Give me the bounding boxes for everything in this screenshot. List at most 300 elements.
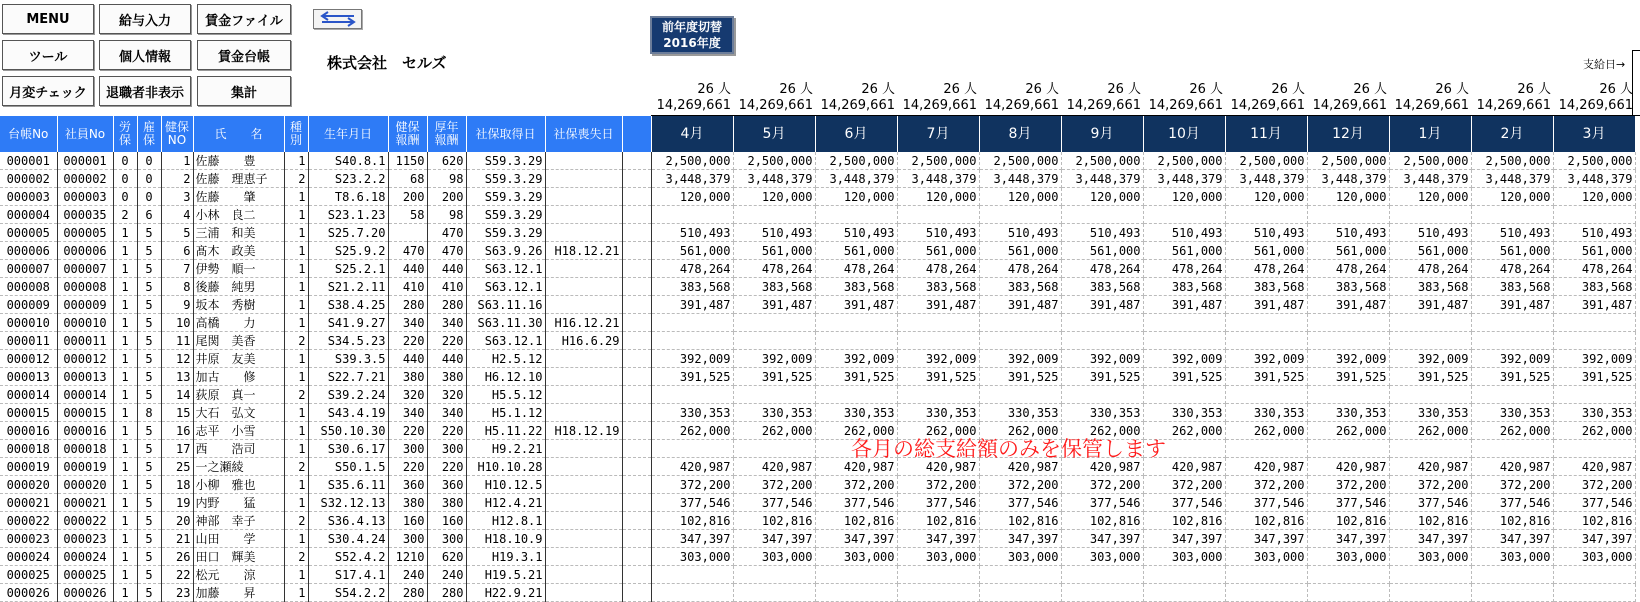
- employee-no-cell: 000014: [57, 386, 113, 404]
- monthly-pay-cell: 391,487: [1389, 296, 1471, 314]
- monthly-pay-cell: 377,546: [1553, 494, 1635, 512]
- monthly-pay-cell: 420,987: [897, 458, 979, 476]
- acquired-date-cell: S59.3.29: [466, 224, 545, 242]
- table-row[interactable]: [0, 368, 1635, 386]
- monthly-pay-cell: [651, 332, 733, 350]
- health-remuneration-cell: 58: [388, 206, 427, 224]
- column-header: 健保 報酬: [388, 116, 427, 152]
- monthly-pay-cell: 377,546: [1225, 494, 1307, 512]
- monthly-pay-cell: 561,000: [1389, 242, 1471, 260]
- monthly-pay-cell: 383,568: [1307, 278, 1389, 296]
- table-row[interactable]: [0, 422, 1635, 440]
- monthly-pay-cell: [733, 386, 815, 404]
- table-row[interactable]: [0, 584, 1635, 602]
- monthly-pay-cell: [1225, 332, 1307, 350]
- lost-date-cell: [545, 296, 622, 314]
- employee-no-cell: 000016: [57, 422, 113, 440]
- employee-no-cell: 000008: [57, 278, 113, 296]
- employee-name-cell: 加古 修: [193, 368, 284, 386]
- monthly-pay-cell: 330,353: [651, 404, 733, 422]
- health-ins-no-cell: 1: [161, 152, 193, 170]
- employee-no-cell: 000020: [57, 476, 113, 494]
- monthly-pay-cell: 3,448,379: [979, 170, 1061, 188]
- monthly-pay-cell: 3,448,379: [815, 170, 897, 188]
- monthly-pay-cell: 420,987: [1389, 458, 1471, 476]
- type-cell: 1: [284, 242, 308, 260]
- monthly-pay-cell: 102,816: [733, 512, 815, 530]
- acquired-date-cell: H18.10.9: [466, 530, 545, 548]
- monthly-pay-cell: [1143, 440, 1225, 458]
- spacer-cell: [622, 476, 651, 494]
- employment-ins-cell: 5: [137, 422, 161, 440]
- labor-ins-cell: 1: [113, 224, 137, 242]
- monthly-pay-cell: 392,009: [1307, 350, 1389, 368]
- employee-no-cell: 000006: [57, 242, 113, 260]
- spacer-cell: [622, 584, 651, 602]
- acquired-date-cell: H19.5.21: [466, 566, 545, 584]
- swap-arrows-button[interactable]: [313, 9, 362, 29]
- monthly-pay-cell: 330,353: [1143, 404, 1225, 422]
- type-cell: 1: [284, 260, 308, 278]
- monthly-pay-cell: [815, 440, 897, 458]
- pension-remuneration-cell: 200: [427, 188, 466, 206]
- double-arrow-icon: [314, 10, 361, 28]
- acquired-date-cell: S63.12.1: [466, 332, 545, 350]
- ledger-no-cell: 000007: [0, 260, 57, 278]
- monthly-pay-cell: 330,353: [815, 404, 897, 422]
- labor-ins-cell: 2: [113, 206, 137, 224]
- monthly-pay-cell: [733, 440, 815, 458]
- monthly-pay-cell: [1307, 386, 1389, 404]
- headcount-cell: 26 人: [1189, 82, 1223, 97]
- lost-date-cell: [545, 476, 622, 494]
- monthly-pay-cell: 392,009: [979, 350, 1061, 368]
- monthly-pay-cell: [1061, 584, 1143, 602]
- table-row[interactable]: [0, 494, 1635, 512]
- ledger-no-cell: 000015: [0, 404, 57, 422]
- monthly-pay-cell: 391,525: [1471, 368, 1553, 386]
- employee-no-cell: 000013: [57, 368, 113, 386]
- monthly-pay-cell: [1471, 314, 1553, 332]
- health-ins-no-cell: 15: [161, 404, 193, 422]
- monthly-pay-cell: [897, 386, 979, 404]
- employee-name-cell: 田口 輝美: [193, 548, 284, 566]
- employment-ins-cell: 0: [137, 170, 161, 188]
- pension-remuneration-cell: 380: [427, 368, 466, 386]
- pension-remuneration-cell: 340: [427, 404, 466, 422]
- employee-name-cell: 後藤 純男: [193, 278, 284, 296]
- health-remuneration-cell: 300: [388, 530, 427, 548]
- health-remuneration-cell: 220: [388, 458, 427, 476]
- monthly-pay-cell: 3,448,379: [733, 170, 815, 188]
- employee-no-cell: 000035: [57, 206, 113, 224]
- monthly-pay-cell: 120,000: [651, 188, 733, 206]
- monthly-pay-cell: 102,816: [1143, 512, 1225, 530]
- monthly-pay-cell: [1225, 440, 1307, 458]
- monthly-pay-cell: 420,987: [1061, 458, 1143, 476]
- table-row[interactable]: [0, 152, 1635, 170]
- acquired-date-cell: H12.8.1: [466, 512, 545, 530]
- employee-no-cell: 000003: [57, 188, 113, 206]
- labor-ins-cell: 1: [113, 296, 137, 314]
- monthly-pay-cell: 2,500,000: [733, 152, 815, 170]
- type-cell: 1: [284, 314, 308, 332]
- monthly-pay-cell: 391,487: [1471, 296, 1553, 314]
- column-header-spacer: [622, 116, 651, 152]
- employee-name-cell: 三浦 和美: [193, 224, 284, 242]
- spacer-cell: [622, 152, 651, 170]
- acquired-date-cell: S59.3.29: [466, 152, 545, 170]
- pension-remuneration-cell: 440: [427, 350, 466, 368]
- monthly-pay-cell: 420,987: [733, 458, 815, 476]
- ledger-no-cell: 000009: [0, 296, 57, 314]
- monthly-pay-cell: 561,000: [815, 242, 897, 260]
- health-remuneration-cell: 440: [388, 350, 427, 368]
- monthly-pay-cell: 561,000: [1553, 242, 1635, 260]
- ledger-no-cell: 000006: [0, 242, 57, 260]
- health-remuneration-cell: 340: [388, 404, 427, 422]
- lost-date-cell: [545, 368, 622, 386]
- health-ins-no-cell: 23: [161, 584, 193, 602]
- lost-date-cell: [545, 170, 622, 188]
- pension-remuneration-cell: 410: [427, 278, 466, 296]
- employment-ins-cell: 5: [137, 440, 161, 458]
- column-header: 氏 名: [193, 116, 284, 152]
- monthly-total-cell: 14,269,661: [1312, 98, 1387, 113]
- month-header: 5月: [733, 116, 815, 152]
- monthly-pay-cell: 347,397: [897, 530, 979, 548]
- headcount-cell: 26 人: [697, 82, 731, 97]
- monthly-pay-cell: [815, 566, 897, 584]
- fiscal-year-rollover-button[interactable]: [650, 16, 734, 54]
- health-remuneration-cell: 340: [388, 314, 427, 332]
- labor-ins-cell: 1: [113, 332, 137, 350]
- monthly-pay-cell: 2,500,000: [1225, 152, 1307, 170]
- acquired-date-cell: H10.12.5: [466, 476, 545, 494]
- type-cell: 1: [284, 368, 308, 386]
- pension-remuneration-cell: 160: [427, 512, 466, 530]
- spacer-cell: [622, 332, 651, 350]
- table-row[interactable]: [0, 530, 1635, 548]
- monthly-pay-cell: 377,546: [1143, 494, 1225, 512]
- spacer-cell: [622, 170, 651, 188]
- monthly-pay-cell: [1553, 314, 1635, 332]
- labor-ins-cell: 1: [113, 404, 137, 422]
- monthly-total-cell: 14,269,661: [1476, 98, 1551, 113]
- spacer-cell: [622, 188, 651, 206]
- monthly-pay-cell: 120,000: [1307, 188, 1389, 206]
- monthly-pay-cell: 391,487: [1061, 296, 1143, 314]
- health-ins-no-cell: 8: [161, 278, 193, 296]
- monthly-pay-cell: 330,353: [1389, 404, 1471, 422]
- table-row[interactable]: [0, 314, 1635, 332]
- monthly-pay-cell: 3,448,379: [1225, 170, 1307, 188]
- employment-ins-cell: 5: [137, 548, 161, 566]
- monthly-pay-cell: 303,000: [979, 548, 1061, 566]
- headcount-cell: 26 人: [1435, 82, 1469, 97]
- labor-ins-cell: 1: [113, 512, 137, 530]
- monthly-pay-cell: 262,000: [1143, 422, 1225, 440]
- table-row[interactable]: [0, 206, 1635, 224]
- monthly-pay-cell: 102,816: [815, 512, 897, 530]
- labor-ins-cell: 1: [113, 458, 137, 476]
- lost-date-cell: [545, 404, 622, 422]
- monthly-pay-cell: [1471, 440, 1553, 458]
- table-row[interactable]: [0, 332, 1635, 350]
- monthly-total-cell: 14,269,661: [984, 98, 1059, 113]
- monthly-pay-cell: 478,264: [897, 260, 979, 278]
- pension-remuneration-cell: 360: [427, 476, 466, 494]
- ledger-no-cell: 000003: [0, 188, 57, 206]
- monthly-pay-cell: [815, 314, 897, 332]
- employee-no-cell: 000001: [57, 152, 113, 170]
- labor-ins-cell: 1: [113, 476, 137, 494]
- monthly-pay-cell: [733, 206, 815, 224]
- employment-ins-cell: 5: [137, 530, 161, 548]
- monthly-pay-cell: [1307, 584, 1389, 602]
- monthly-pay-cell: 377,546: [897, 494, 979, 512]
- employee-no-cell: 000002: [57, 170, 113, 188]
- pension-remuneration-cell: 280: [427, 584, 466, 602]
- health-ins-no-cell: 26: [161, 548, 193, 566]
- monthly-pay-cell: 262,000: [1225, 422, 1307, 440]
- birth-date-cell: S39.3.5: [308, 350, 388, 368]
- birth-date-cell: S52.4.2: [308, 548, 388, 566]
- monthly-pay-cell: 372,200: [733, 476, 815, 494]
- acquired-date-cell: H12.4.21: [466, 494, 545, 512]
- acquired-date-cell: H6.12.10: [466, 368, 545, 386]
- birth-date-cell: S25.7.20: [308, 224, 388, 242]
- pension-remuneration-cell: 470: [427, 242, 466, 260]
- pension-remuneration-cell: 220: [427, 422, 466, 440]
- table-row[interactable]: [0, 386, 1635, 404]
- monthly-pay-cell: 392,009: [1143, 350, 1225, 368]
- spacer-cell: [622, 494, 651, 512]
- health-remuneration-cell: 360: [388, 476, 427, 494]
- ledger-no-cell: 000022: [0, 512, 57, 530]
- health-ins-no-cell: 10: [161, 314, 193, 332]
- monthly-pay-cell: [1389, 440, 1471, 458]
- table-row[interactable]: [0, 566, 1635, 584]
- table-row[interactable]: [0, 458, 1635, 476]
- lost-date-cell: [545, 260, 622, 278]
- monthly-pay-cell: [733, 332, 815, 350]
- table-row[interactable]: [0, 170, 1635, 188]
- table-row[interactable]: [0, 224, 1635, 242]
- wage-ledger-button[interactable]: 賃金台帳: [197, 40, 291, 70]
- monthly-pay-cell: [1307, 206, 1389, 224]
- monthly-pay-cell: 383,568: [815, 278, 897, 296]
- headcount-cell: 26 人: [1517, 82, 1551, 97]
- type-cell: 1: [284, 188, 308, 206]
- ledger-no-cell: 000012: [0, 350, 57, 368]
- health-remuneration-cell: 280: [388, 584, 427, 602]
- pension-remuneration-cell: 220: [427, 332, 466, 350]
- monthly-total-cell: 14,269,661: [1394, 98, 1469, 113]
- employment-ins-cell: 5: [137, 260, 161, 278]
- employment-ins-cell: 0: [137, 152, 161, 170]
- monthly-pay-cell: 303,000: [733, 548, 815, 566]
- table-row[interactable]: [0, 260, 1635, 278]
- employee-name-cell: 佐藤 肇: [193, 188, 284, 206]
- monthly-pay-cell: 510,493: [979, 224, 1061, 242]
- employment-ins-cell: 5: [137, 512, 161, 530]
- monthly-pay-cell: 2,500,000: [1553, 152, 1635, 170]
- monthly-pay-cell: 102,816: [1553, 512, 1635, 530]
- type-cell: 1: [284, 404, 308, 422]
- monthly-pay-cell: 330,353: [897, 404, 979, 422]
- pension-remuneration-cell: 98: [427, 170, 466, 188]
- employee-no-cell: 000021: [57, 494, 113, 512]
- monthly-pay-cell: 510,493: [815, 224, 897, 242]
- monthly-total-cell: 14,269,661: [1148, 98, 1223, 113]
- wage-file-button[interactable]: 賃金ファイル: [197, 4, 291, 34]
- monthly-change-check-button[interactable]: 月変チェック: [2, 76, 94, 106]
- monthly-pay-cell: 391,487: [897, 296, 979, 314]
- monthly-pay-cell: 392,009: [1225, 350, 1307, 368]
- monthly-pay-cell: 561,000: [1471, 242, 1553, 260]
- labor-ins-cell: 1: [113, 530, 137, 548]
- total-button[interactable]: 集計: [197, 76, 291, 106]
- monthly-pay-cell: 377,546: [1061, 494, 1143, 512]
- spacer-cell: [622, 512, 651, 530]
- monthly-pay-cell: 372,200: [1471, 476, 1553, 494]
- table-row[interactable]: [0, 404, 1635, 422]
- birth-date-cell: S54.2.2: [308, 584, 388, 602]
- lost-date-cell: [545, 206, 622, 224]
- birth-date-cell: S38.4.25: [308, 296, 388, 314]
- monthly-pay-cell: 262,000: [651, 422, 733, 440]
- table-row[interactable]: [0, 242, 1635, 260]
- monthly-pay-cell: 347,397: [979, 530, 1061, 548]
- monthly-pay-cell: 391,487: [815, 296, 897, 314]
- monthly-pay-cell: 120,000: [1553, 188, 1635, 206]
- table-header: [0, 116, 1635, 152]
- health-ins-no-cell: 6: [161, 242, 193, 260]
- monthly-pay-cell: 383,568: [1225, 278, 1307, 296]
- month-header: 1月: [1389, 116, 1471, 152]
- type-cell: 1: [284, 530, 308, 548]
- table-row[interactable]: [0, 512, 1635, 530]
- column-header: 台帳No: [0, 116, 57, 152]
- monthly-pay-cell: [979, 332, 1061, 350]
- birth-date-cell: S21.2.11: [308, 278, 388, 296]
- monthly-pay-cell: 347,397: [1471, 530, 1553, 548]
- monthly-pay-cell: [1471, 566, 1553, 584]
- table-row[interactable]: [0, 188, 1635, 206]
- health-ins-no-cell: 5: [161, 224, 193, 242]
- monthly-pay-cell: 391,487: [733, 296, 815, 314]
- monthly-pay-cell: 392,009: [815, 350, 897, 368]
- monthly-pay-cell: 2,500,000: [897, 152, 979, 170]
- monthly-pay-cell: 303,000: [1225, 548, 1307, 566]
- monthly-pay-cell: [1471, 206, 1553, 224]
- monthly-pay-cell: 372,200: [1225, 476, 1307, 494]
- monthly-total-cell: 14,269,661: [902, 98, 977, 113]
- month-header: 3月: [1553, 116, 1635, 152]
- birth-date-cell: S36.4.13: [308, 512, 388, 530]
- column-header: 社員No: [57, 116, 113, 152]
- spacer-cell: [622, 458, 651, 476]
- labor-ins-cell: 1: [113, 440, 137, 458]
- monthly-pay-cell: 561,000: [651, 242, 733, 260]
- table-row[interactable]: [0, 278, 1635, 296]
- monthly-pay-cell: 3,448,379: [1471, 170, 1553, 188]
- health-remuneration-cell: [388, 224, 427, 242]
- spacer-cell: [622, 296, 651, 314]
- monthly-pay-cell: 372,200: [897, 476, 979, 494]
- ledger-no-cell: 000008: [0, 278, 57, 296]
- type-cell: 1: [284, 494, 308, 512]
- health-ins-no-cell: 25: [161, 458, 193, 476]
- table-row[interactable]: [0, 548, 1635, 566]
- monthly-pay-cell: 102,816: [651, 512, 733, 530]
- pension-remuneration-cell: 620: [427, 548, 466, 566]
- health-remuneration-cell: 470: [388, 242, 427, 260]
- personal-info-button[interactable]: 個人情報: [99, 40, 191, 70]
- monthly-pay-cell: 347,397: [1553, 530, 1635, 548]
- monthly-pay-cell: 120,000: [1471, 188, 1553, 206]
- ledger-no-cell: 000013: [0, 368, 57, 386]
- employee-no-cell: 000026: [57, 584, 113, 602]
- monthly-pay-cell: 303,000: [897, 548, 979, 566]
- employee-name-cell: 髙木 政美: [193, 242, 284, 260]
- ledger-no-cell: 000020: [0, 476, 57, 494]
- monthly-pay-cell: [979, 584, 1061, 602]
- labor-ins-cell: 1: [113, 260, 137, 278]
- type-cell: 2: [284, 170, 308, 188]
- monthly-pay-cell: 383,568: [897, 278, 979, 296]
- monthly-pay-cell: [1553, 332, 1635, 350]
- health-ins-no-cell: 13: [161, 368, 193, 386]
- acquired-date-cell: S63.11.16: [466, 296, 545, 314]
- monthly-pay-cell: [1143, 386, 1225, 404]
- monthly-pay-cell: [651, 314, 733, 332]
- health-ins-no-cell: 17: [161, 440, 193, 458]
- monthly-pay-cell: [897, 584, 979, 602]
- monthly-total-cell: 14,269,661: [738, 98, 813, 113]
- table-row[interactable]: [0, 440, 1635, 458]
- tools-button[interactable]: ツール: [2, 40, 94, 70]
- salary-input-button[interactable]: 給与入力: [99, 4, 191, 34]
- monthly-pay-cell: [1061, 206, 1143, 224]
- table-row[interactable]: [0, 476, 1635, 494]
- ledger-no-cell: 000001: [0, 152, 57, 170]
- monthly-pay-cell: [651, 440, 733, 458]
- monthly-pay-cell: 303,000: [1389, 548, 1471, 566]
- ledger-no-cell: 000025: [0, 566, 57, 584]
- acquired-date-cell: H2.5.12: [466, 350, 545, 368]
- lost-date-cell: [545, 584, 622, 602]
- employee-name-cell: 一之瀬綾: [193, 458, 284, 476]
- monthly-pay-cell: 561,000: [979, 242, 1061, 260]
- menu-button[interactable]: MENU: [2, 4, 94, 34]
- hide-retired-button[interactable]: 退職者非表示: [99, 76, 191, 106]
- monthly-pay-cell: [1225, 206, 1307, 224]
- table-row[interactable]: [0, 350, 1635, 368]
- monthly-pay-cell: 420,987: [1225, 458, 1307, 476]
- monthly-pay-cell: 392,009: [651, 350, 733, 368]
- ledger-no-cell: 000014: [0, 386, 57, 404]
- monthly-pay-cell: 2,500,000: [1307, 152, 1389, 170]
- monthly-pay-cell: [651, 584, 733, 602]
- table-row[interactable]: [0, 296, 1635, 314]
- ledger-no-cell: 000005: [0, 224, 57, 242]
- monthly-pay-cell: 420,987: [815, 458, 897, 476]
- health-ins-no-cell: 2: [161, 170, 193, 188]
- lost-date-cell: [545, 530, 622, 548]
- monthly-pay-cell: 510,493: [1061, 224, 1143, 242]
